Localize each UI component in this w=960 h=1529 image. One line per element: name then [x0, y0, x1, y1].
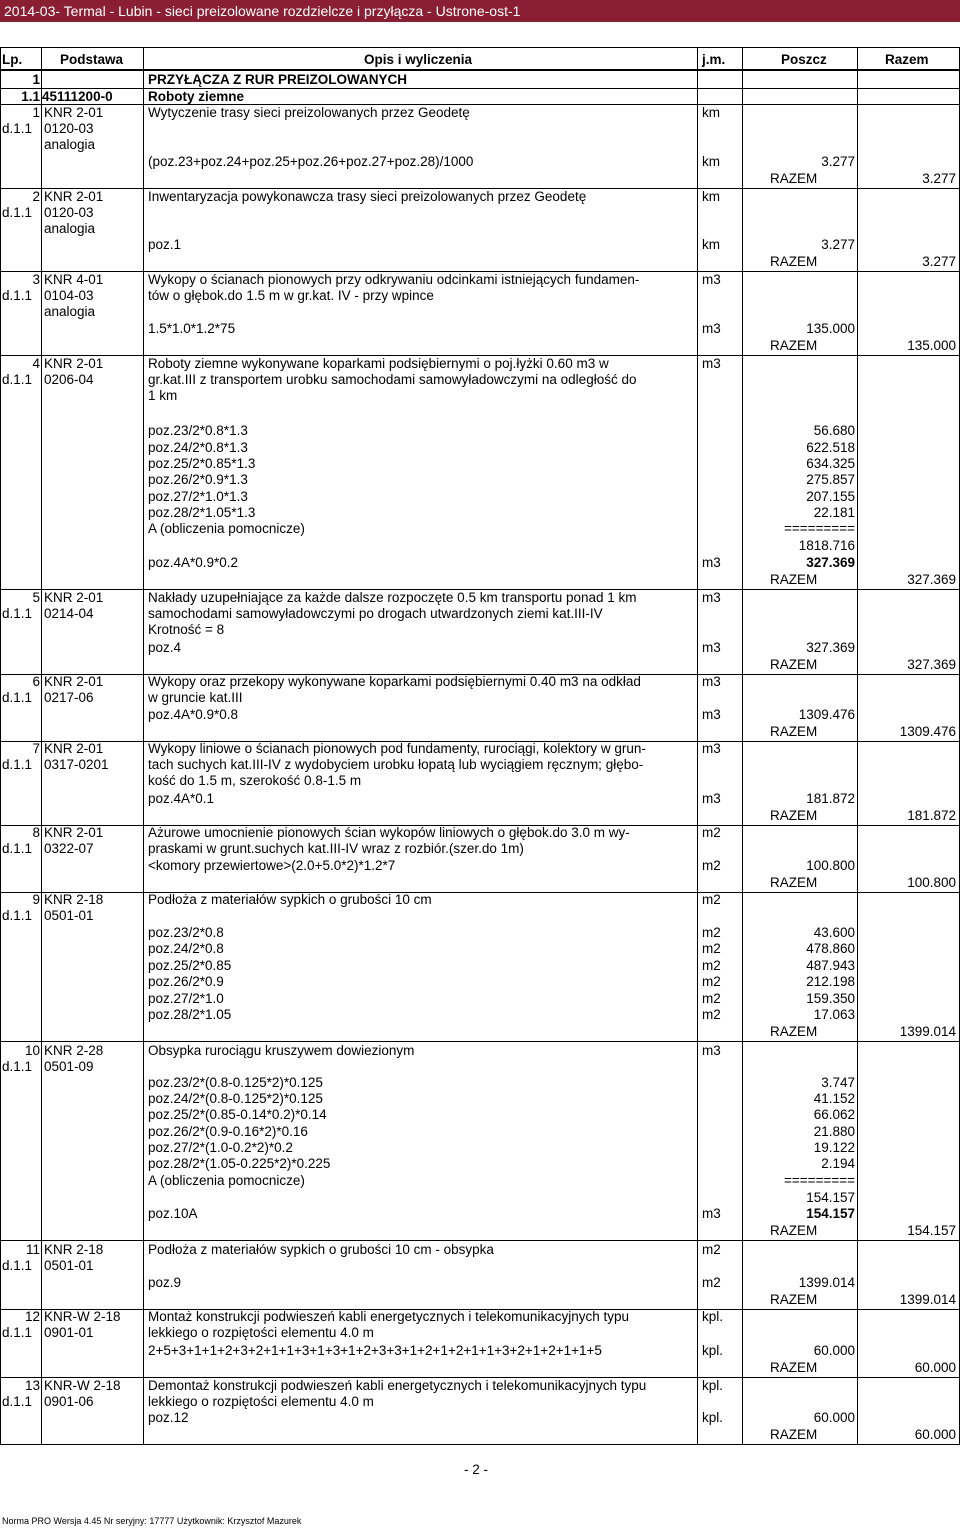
opis-divider: [697, 47, 698, 1445]
razem-value: 154.157: [907, 1223, 956, 1238]
calc-unit: m3: [702, 640, 721, 655]
item-extra: analogia: [44, 221, 96, 236]
calc-value: 327.369: [806, 640, 855, 655]
calc-value: 622.518: [806, 440, 855, 455]
item-knr: KNR 2-01: [44, 356, 104, 371]
item-description-line: w gruncie kat.III: [148, 690, 243, 705]
item-knr: KNR-W 2-18: [44, 1378, 121, 1393]
calc-unit: m2: [702, 958, 721, 973]
calc-formula: poz.9: [148, 1275, 182, 1290]
calc-value: 207.155: [806, 489, 855, 504]
calc-formula: poz.4A*0.1: [148, 791, 215, 806]
item-description-line: Wykopy liniowe o ścianach pionowych pod fundamenty, rurociągi, kolektory w grun-: [148, 741, 646, 756]
razem-label: RAZEM: [770, 1292, 818, 1307]
calc-formula: poz.28/2*1.05*1.3: [148, 505, 256, 520]
razem-label: RAZEM: [770, 1360, 818, 1375]
item-unit: m3: [702, 674, 721, 689]
item-code: 0322-07: [44, 841, 94, 856]
calc-value: 60.000: [813, 1343, 855, 1358]
podstawa-divider: [143, 47, 144, 1445]
item-knr: KNR 4-01: [44, 272, 104, 287]
item-description-line: kość do 1.5 m, szerokość 0.8-1.5 m: [148, 773, 362, 788]
item-unit: m3: [702, 741, 721, 756]
razem-label: RAZEM: [770, 875, 818, 890]
item-description-line: praskami w grunt.suchych kat.III-IV wraz z rozbiór.(szer.do 1m): [148, 841, 524, 856]
razem-value: 181.872: [907, 808, 956, 823]
calc-value: 154.157: [806, 1190, 855, 1205]
item-extra: analogia: [44, 304, 96, 319]
subsection-number: 1.1: [21, 89, 40, 104]
item-description-line: Nakłady uzupełniające za każde dalsze rozpoczęte 0.5 km transportu ponad 1 km: [148, 590, 637, 605]
lp-divider: [41, 47, 42, 1445]
item-description-line: Wytyczenie trasy sieci preizolowanych przez Geodetę: [148, 105, 470, 120]
item-d: d.1.1: [2, 121, 33, 136]
item-knr: KNR 2-01: [44, 105, 104, 120]
item-d: d.1.1: [2, 1325, 33, 1340]
item-description-line: Demontaż konstrukcji podwieszeń kabli energetycznych i telekomunikacyjnych typu: [148, 1378, 647, 1393]
item-unit: m3: [702, 272, 721, 287]
item-rule: [0, 1240, 960, 1241]
calc-unit: m3: [702, 1206, 721, 1221]
item-number: 4: [32, 356, 40, 371]
calc-value: 135.000: [806, 321, 855, 336]
calc-value: 154.157: [806, 1206, 855, 1221]
item-unit: m3: [702, 1043, 721, 1058]
calc-formula: poz.25/2*0.85: [148, 958, 232, 973]
calc-formula: poz.23/2*(0.8-0.125*2)*0.125: [148, 1075, 323, 1090]
calc-value: 1309.476: [798, 707, 855, 722]
poszcz-divider: [857, 47, 858, 1445]
item-code: 0501-01: [44, 908, 94, 923]
calc-value: 21.880: [813, 1124, 855, 1139]
razem-value: 60.000: [914, 1427, 956, 1442]
item-unit: m3: [702, 356, 721, 371]
calc-value: 60.000: [813, 1410, 855, 1425]
item-knr: KNR-W 2-18: [44, 1309, 121, 1324]
razem-label: RAZEM: [770, 1024, 818, 1039]
col-opis: Opis i wyliczenia: [364, 52, 473, 67]
item-unit: kpl.: [702, 1378, 724, 1393]
calc-formula: 1.5*1.0*1.2*75: [148, 321, 236, 336]
razem-value: 60.000: [914, 1360, 956, 1375]
calc-formula: 2+5+3+1+1+2+3+2+1+1+3+1+3+1+2+3+3+1+2+1+2+1+1+3+2+1+2+1+1+5: [148, 1343, 602, 1358]
item-rule: [0, 1444, 960, 1445]
left-border: [0, 47, 1, 1445]
calc-value: 181.872: [806, 791, 855, 806]
calc-value: 100.800: [806, 858, 855, 873]
item-unit: km: [702, 105, 720, 120]
col-jm: j.m.: [702, 52, 726, 67]
item-description-line: Montaż konstrukcji podwieszeń kabli energetycznych i telekomunikacyjnych typu: [148, 1309, 629, 1324]
item-d: d.1.1: [2, 841, 33, 856]
item-number: 9: [32, 892, 40, 907]
calc-value: =========: [784, 521, 855, 536]
item-code: 0120-03: [44, 205, 94, 220]
razem-value: 1309.476: [899, 724, 956, 739]
subsection-code: 45111200-0: [42, 89, 113, 104]
calc-unit: kpl.: [702, 1410, 724, 1425]
calc-formula: poz.28/2*1.05: [148, 1007, 232, 1022]
calc-value: 487.943: [806, 958, 855, 973]
item-description-line: Roboty ziemne wykonywane koparkami podsiębiernymi o poj.łyżki 0.60 m3 w: [148, 356, 609, 371]
item-description-line: lekkiego o rozpiętości elementu 4.0 m: [148, 1325, 374, 1340]
item-description-line: Krotność = 8: [148, 622, 225, 637]
item-knr: KNR 2-01: [44, 189, 104, 204]
razem-label: RAZEM: [770, 1223, 818, 1238]
calc-formula: poz.23/2*0.8*1.3: [148, 423, 248, 438]
item-unit: m2: [702, 892, 721, 907]
calc-unit: m3: [702, 791, 721, 806]
col-poszcz: Poszcz: [781, 52, 827, 67]
item-code: 0214-04: [44, 606, 94, 621]
calc-value: =========: [784, 1173, 855, 1188]
razem-value: 3.277: [922, 254, 956, 269]
calc-formula: poz.27/2*1.0*1.3: [148, 489, 248, 504]
calc-formula: poz.4A*0.9*0.8: [148, 707, 239, 722]
calc-unit: m3: [702, 555, 721, 570]
item-d: d.1.1: [2, 288, 33, 303]
item-knr: KNR 2-18: [44, 892, 104, 907]
item-d: d.1.1: [2, 1258, 33, 1273]
item-number: 7: [32, 741, 40, 756]
calc-value: 66.062: [813, 1107, 855, 1122]
calc-unit: km: [702, 154, 720, 169]
calc-value: 3.277: [821, 237, 855, 252]
calc-formula: poz.4: [148, 640, 182, 655]
calc-value: 1818.716: [798, 538, 855, 553]
calc-formula: poz.24/2*0.8: [148, 941, 224, 956]
razem-label: RAZEM: [770, 1427, 818, 1442]
subsection-rule: [0, 104, 960, 105]
item-d: d.1.1: [2, 372, 33, 387]
item-number: 3: [32, 272, 40, 287]
calc-unit: m3: [702, 321, 721, 336]
calc-formula: <komory przewiertowe>(2.0+5.0*2)*1.2*7: [148, 858, 396, 873]
calc-formula: poz.24/2*(0.8-0.125*2)*0.125: [148, 1091, 323, 1106]
item-rule: [0, 892, 960, 893]
item-number: 12: [24, 1309, 40, 1324]
item-code: 0501-01: [44, 1258, 94, 1273]
item-knr: KNR 2-01: [44, 590, 104, 605]
item-d: d.1.1: [2, 757, 33, 772]
page-number: - 2 -: [464, 1462, 489, 1477]
razem-label: RAZEM: [770, 724, 818, 739]
item-description-line: tów o głębok.do 1.5 m w gr.kat. IV - przy wpince: [148, 288, 434, 303]
item-description-line: samochodami samowyładowczymi po drogach utwardzonych ziemi kat.III-IV: [148, 606, 603, 621]
item-d: d.1.1: [2, 908, 33, 923]
item-code: 0901-01: [44, 1325, 94, 1340]
calc-formula: poz.27/2*1.0: [148, 991, 224, 1006]
document-title-bar: 2014-03- Termal - Lubin - sieci preizolowane rozdzielcze i przyłącza - Ustrone-ost-1: [0, 0, 960, 22]
item-number: 2: [32, 189, 40, 204]
razem-value: 1399.014: [899, 1024, 956, 1039]
razem-value: 1399.014: [899, 1292, 956, 1307]
calc-value: 275.857: [806, 472, 855, 487]
item-code: 0501-09: [44, 1059, 94, 1074]
calc-unit: km: [702, 237, 720, 252]
item-number: 11: [25, 1242, 40, 1257]
item-number: 13: [24, 1378, 40, 1393]
calc-formula: A (obliczenia pomocnicze): [148, 1173, 305, 1188]
item-d: d.1.1: [2, 1059, 33, 1074]
item-description-line: Podłoża z materiałów sypkich o grubości 10 cm - obsypka: [148, 1242, 494, 1257]
header-rule: [0, 69, 960, 71]
calc-formula: poz.25/2*0.85*1.3: [148, 456, 256, 471]
calc-value: 22.181: [813, 505, 855, 520]
calc-value: 478.860: [806, 941, 855, 956]
calc-value: 17.063: [813, 1007, 855, 1022]
calc-formula: poz.24/2*0.8*1.3: [148, 440, 248, 455]
calc-unit: kpl.: [702, 1343, 724, 1358]
calc-value: 3.747: [821, 1075, 855, 1090]
calc-value: 634.325: [806, 456, 855, 471]
item-description-line: Inwentaryzacja powykonawcza trasy sieci preizolowanych przez Geodetę: [148, 189, 587, 204]
calc-value: 3.277: [821, 154, 855, 169]
razem-label: RAZEM: [770, 657, 818, 672]
item-description-line: Ażurowe umocnienie pionowych ścian wykopów liniowych o głębok.do 3.0 m wy-: [148, 825, 630, 840]
calc-value: 159.350: [806, 991, 855, 1006]
item-code: 0120-03: [44, 121, 94, 136]
item-description-line: 1 km: [148, 388, 178, 403]
item-unit: m2: [702, 825, 721, 840]
item-unit: m2: [702, 1242, 721, 1257]
calc-unit: m2: [702, 974, 721, 989]
razem-value: 327.369: [907, 657, 956, 672]
calc-unit: m2: [702, 858, 721, 873]
item-description-line: tach suchych kat.III-IV z wydobyciem urobku łopatą lub wyciągiem ręcznym; głębo-: [148, 757, 644, 772]
section-title: PRZYŁĄCZA Z RUR PREIZOLOWANYCH: [148, 72, 407, 87]
footer-text: Norma PRO Wersja 4.45 Nr seryjny: 17777 Użytkownik: Krzysztof Mazurek: [2, 1516, 302, 1526]
razem-label: RAZEM: [770, 338, 818, 353]
item-rule: [0, 1041, 960, 1042]
item-code: 0104-03: [44, 288, 94, 303]
item-description-line: Obsypka rurociągu kruszywem dowiezionym: [148, 1043, 415, 1058]
item-code: 0317-0201: [44, 757, 109, 772]
subsection-title: Roboty ziemne: [148, 89, 245, 104]
calc-formula: poz.26/2*0.9*1.3: [148, 472, 248, 487]
col-lp: Lp.: [2, 52, 23, 67]
calc-value: 43.600: [813, 925, 855, 940]
item-knr: KNR 2-18: [44, 1242, 104, 1257]
item-number: 8: [32, 825, 40, 840]
item-unit: m3: [702, 590, 721, 605]
calc-value: 56.680: [813, 423, 855, 438]
razem-label: RAZEM: [770, 254, 818, 269]
calc-formula: poz.4A*0.9*0.2: [148, 555, 239, 570]
razem-value: 135.000: [907, 338, 956, 353]
col-podstawa: Podstawa: [60, 52, 124, 67]
calc-value: 212.198: [806, 974, 855, 989]
calc-formula: poz.26/2*0.9: [148, 974, 224, 989]
table-top-rule: [0, 47, 960, 48]
razem-label: RAZEM: [770, 572, 818, 587]
calc-value: 2.194: [821, 1156, 855, 1171]
calc-formula: poz.27/2*(1.0-0.2*2)*0.2: [148, 1140, 293, 1155]
section-rule: [0, 88, 960, 89]
calc-formula: poz.10A: [148, 1206, 198, 1221]
item-description-line: Wykopy o ścianach pionowych przy odkrywaniu odcinkami istniejących fundamen-: [148, 272, 640, 287]
jm-divider: [742, 47, 743, 1445]
calc-value: 327.369: [806, 555, 855, 570]
item-knr: KNR 2-01: [44, 674, 104, 689]
calc-unit: m2: [702, 941, 721, 956]
calc-value: 41.152: [813, 1091, 855, 1106]
item-knr: KNR 2-01: [44, 825, 104, 840]
item-description-line: lekkiego o rozpiętości elementu 4.0 m: [148, 1394, 374, 1409]
calc-unit: m2: [702, 1007, 721, 1022]
calc-formula: poz.26/2*(0.9-0.16*2)*0.16: [148, 1124, 308, 1139]
calc-unit: m3: [702, 707, 721, 722]
item-description-line: gr.kat.III z transportem urobku samochodami samowyładowczymi na odległość do: [148, 372, 637, 387]
calc-unit: m2: [702, 991, 721, 1006]
section-number: 1: [32, 72, 40, 87]
item-knr: KNR 2-28: [44, 1043, 104, 1058]
calc-value: 19.122: [813, 1140, 855, 1155]
razem-value: 100.800: [907, 875, 956, 890]
item-description-line: Wykopy oraz przekopy wykonywane koparkami podsiębiernymi 0.40 m3 na odkład: [148, 674, 641, 689]
calc-formula: poz.23/2*0.8: [148, 925, 224, 940]
razem-value: 327.369: [907, 572, 956, 587]
calc-formula: poz.12: [148, 1410, 189, 1425]
item-d: d.1.1: [2, 205, 33, 220]
razem-label: RAZEM: [770, 808, 818, 823]
calc-unit: m2: [702, 925, 721, 940]
item-unit: kpl.: [702, 1309, 724, 1324]
calc-unit: m2: [702, 1275, 721, 1290]
razem-value: 3.277: [922, 171, 956, 186]
calc-formula: poz.25/2*(0.85-0.14*0.2)*0.14: [148, 1107, 327, 1122]
item-number: 10: [24, 1043, 40, 1058]
item-extra: analogia: [44, 137, 96, 152]
col-razem: Razem: [885, 52, 929, 67]
item-code: 0217-06: [44, 690, 94, 705]
item-number: 6: [32, 674, 40, 689]
item-d: d.1.1: [2, 690, 33, 705]
item-d: d.1.1: [2, 1394, 33, 1409]
razem-label: RAZEM: [770, 171, 818, 186]
item-description-line: Podłoża z materiałów sypkich o grubości 10 cm: [148, 892, 432, 907]
item-code: 0206-04: [44, 372, 94, 387]
item-code: 0901-06: [44, 1394, 94, 1409]
item-number: 1: [32, 105, 40, 120]
calc-value: 1399.014: [798, 1275, 855, 1290]
calc-formula: A (obliczenia pomocnicze): [148, 521, 305, 536]
calc-formula: poz.1: [148, 237, 182, 252]
item-number: 5: [32, 590, 40, 605]
calc-formula: poz.28/2*(1.05-0.225*2)*0.225: [148, 1156, 331, 1171]
item-knr: KNR 2-01: [44, 741, 104, 756]
item-unit: km: [702, 189, 720, 204]
item-d: d.1.1: [2, 606, 33, 621]
calc-formula: (poz.23+poz.24+poz.25+poz.26+poz.27+poz.28)/1000: [148, 154, 474, 169]
